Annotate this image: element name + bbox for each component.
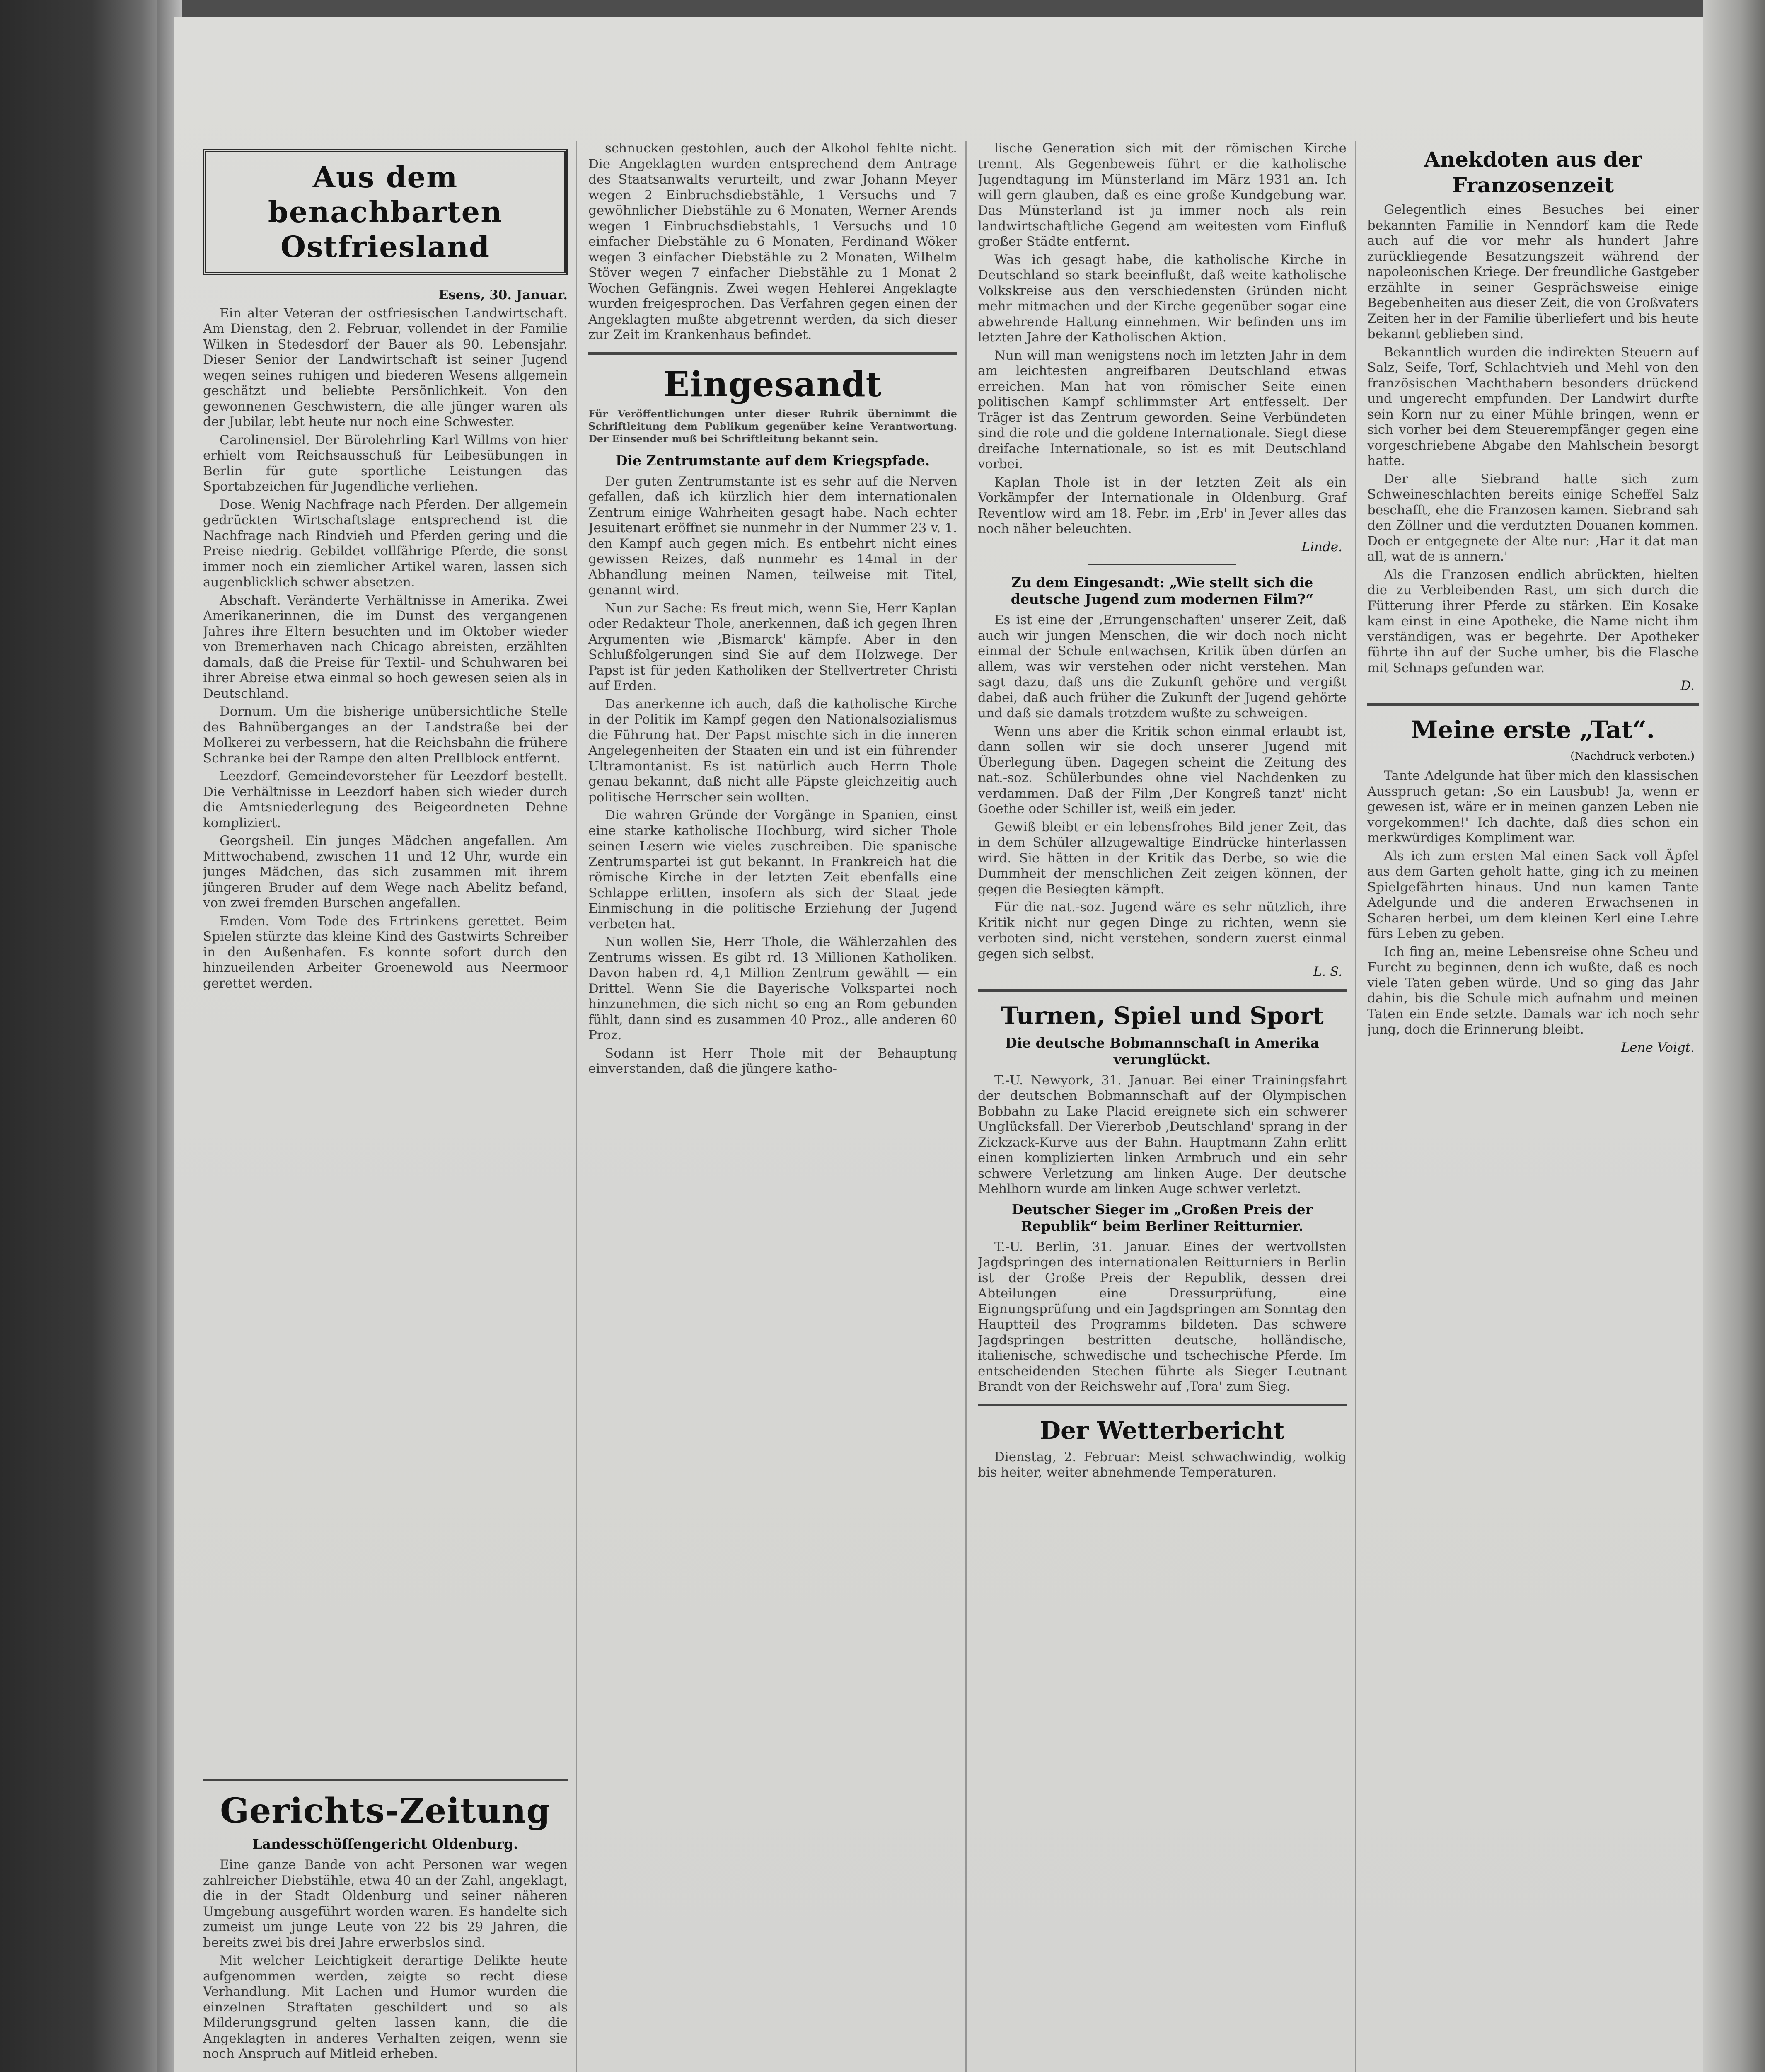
section-rule — [588, 352, 957, 355]
column-3 — [978, 141, 1347, 2072]
article-paragraph: T.-U. Newyork, 31. Januar. Bei einer Trainingsfahrt der deutschen Bobmannschaft auf der Olympischen Bobbahn zu Lake Placid ereignete sich ein schwerer Unglücksfall. Der Viererbob ‚Deutschland' sprang in der Zickzack-Kurve aus der Bahn. Hauptmann Zahn erlitt einen komplizierten linken Armbruch und ein sehr schwere Verletzung am linken Auge. Der deutsche Mehlhorn wurde am linken Auge schwer verletzt. — [978, 1072, 1347, 1196]
reprint-note: (Nachdruck verboten.) — [1570, 750, 1695, 762]
article-paragraph: Für die nat.-soz. Jugend wäre es sehr nützlich, ihre Kritik nicht nur gegen Dinge zu richten, wenn sie verboten sind, nicht verstehen, sondern zuerst einmal gegen sich selbst. — [978, 900, 1347, 961]
article-paragraph: Nun wollen Sie, Herr Thole, die Wählerzahlen des Zentrums wissen. Es gibt rd. 13 Millionen Katholiken. Davon haben rd. 4,1 Million Zentrum gewählt — ein Drittel. Wenn Sie die Bayerische Volkspartei noch hinzunehmen, die sich nicht so eng an Rom gebunden fühlt, dann sind es zusammen 40 Proz., alle anderen 60 Proz. — [588, 934, 957, 1043]
article-paragraph: schnucken gestohlen, auch der Alkohol fehlte nicht. Die Angeklagten wurden entsprechend dem Antrage des Staatsanwalts verurteilt, und zwar Johann Meyer wegen 2 Einbruchsdiebstähle, 1 Versuchs und 7 gewöhnlicher Diebstähle zu 6 Monaten, Werner Arends wegen 1 Einbruchsdiebstahls, 1 Versuchs und 10 einfacher Diebstähle zu 6 Monaten, Ferdinand Wöker wegen 3 einfacher Diebstähle zu 2 Monaten, Wilhelm Stöver wegen 7 einfacher Diebstähle zu 1 Monat 2 Wochen Gefängnis. Zwei wegen Hehlerei Angeklagte wurden freigesprochen. Das Verfahren gegen einen der Angeklagten mußte abgetrennt werden, da sich dieser zur Zeit im Krankenhaus befindet. — [588, 141, 957, 342]
section-rule — [203, 1779, 568, 1781]
story-title: Meine erste „Tat“. — [1411, 715, 1655, 744]
eingesandt-subhead: Die Zentrumstante auf dem Kriegspfade. — [615, 452, 930, 469]
article-paragraph: Eine ganze Bande von acht Personen war wegen zahlreicher Diebstähle, etwa 40 an der Zahl, angeklagt, die in der Stadt Oldenburg und seiner näheren Umgebung ausgeführt worden waren. Es handelte sich zumeist um junge Leute von 22 bis 29 Jahren, die bereits zwei bis drei Jahre erwerbslos sind. — [203, 1857, 568, 1950]
article-paragraph: Kaplan Thole ist in der letzten Zeit als ein Vorkämpfer der Internationale in Oldenburg. Graf Reventlow wird am 18. Febr. im ‚Erb' in Jever alles das noch näher beleuchten. — [978, 474, 1347, 536]
column-divider — [965, 141, 967, 2072]
column-1 — [203, 141, 568, 1886]
book-binding — [0, 0, 166, 2072]
article-paragraph: Ein alter Veteran der ostfriesischen Landwirtschaft. Am Dienstag, den 2. Februar, vollendet in der Familie Wilken in Stedesdorf der Bauer als 90. Lebensjahr. Dieser Senior der Landwirtschaft ist seiner Jugend wegen seines ruhigen und biederen Wesens allgemein geschätzt und beliebte Persönlichkeit. Von den gewonnenen Geschwistern, die alle jünger waren als der Jubilar, lebt heute nur noch eine Schwester. — [203, 305, 568, 429]
author-signature: D. — [1680, 678, 1695, 693]
sport-subhead: Die deutsche Bobmannschaft in Amerika verunglückt. — [1005, 1034, 1320, 1067]
article-paragraph: Nun zur Sache: Es freut mich, wenn Sie, Herr Kaplan oder Redakteur Thole, anerkennen, daß ich gegen Ihren Argumenten wie ‚Bismarck' kämpfe. Aber in den Schlußfolgerungen sind Sie auf dem Holzwege. Der Papst ist für jeden Katholiken der Stellvertreter Christi auf Erden. — [588, 600, 957, 693]
section-rule — [978, 1404, 1347, 1406]
article-paragraph: Georgsheil. Ein junges Mädchen angefallen. Am Mittwochabend, zwischen 11 und 12 Uhr, wurde ein junges Mädchen, das sich zusammen mit ihrem jüngeren Bruder auf dem Wege nach Abelitz befand, von zwei fremden Burschen angefallen. — [203, 833, 568, 910]
eingesandt-title: Eingesandt — [663, 364, 882, 404]
article-paragraph: Nun will man wenigstens noch im letzten Jahr in dem am leichtesten angreifbaren Deutschland etwas erreichen. Man hat von römischer Seite einen politischen Kampf schlimmster Art entfesselt. Der Träger ist das Zentrum geworden. Seine Verbündeten sind die rote und die goldene Internationale. Siegt diese dreifache Internationale, so ist es mit Deutschland vorbei. — [978, 348, 1347, 472]
section-header-ostfriesland — [203, 149, 568, 275]
article-paragraph: Ich fing an, meine Lebensreise ohne Scheu und Furcht zu beginnen, denn ich wußte, daß es noch viele Taten geben würde. Und so ging das Jahr dahin, bis die Schule mich aufnahm und meinen Taten ein Ende setzte. Damals war ich noch sehr jung, doch die Erinnerung bleibt. — [1367, 944, 1699, 1037]
article-paragraph: Sodann ist Herr Thole mit der Behauptung einverstanden, daß die jüngere katho- — [588, 1046, 957, 1076]
weather-title: Der Wetterbericht — [1040, 1416, 1285, 1445]
article-paragraph: Emden. Vom Tode des Ertrinkens gerettet. Beim Spielen stürzte das kleine Kind des Gastwirts Schreiber in den Außenhafen. Es konnte sofort durch den hinzueilenden Arbeiter Groenewold aus Neermoor gerettet werden. — [203, 913, 568, 991]
article-paragraph: Es ist eine der ‚Errungenschaften' unserer Zeit, daß auch wir jungen Menschen, die wir doch noch nicht einmal der Schule entwachsen, Kritik üben dürfen an allem, was wir verstehen oder nicht verstehen. Man sagt dazu, daß uns die Zukunft gehöre und vergißt dabei, daß auch früher die Zukunft der Jugend gehörte und daß sie damals trotzdem wußte zu schweigen. — [978, 612, 1347, 721]
column-divider — [1355, 141, 1356, 2072]
separator-rule — [1088, 564, 1236, 565]
article-paragraph: lische Generation sich mit der römischen Kirche trennt. Als Gegenbeweis führt er die katholische Jugendtagung im Münsterland im März 1931 an. Ich will gern glauben, daß es eine große Kundgebung war. Das Münsterland ist ja immer noch als rein landwirtschaftliche Gegend am weitesten vom Einfluß großer Städte entfernt. — [978, 141, 1347, 249]
article-paragraph: Was ich gesagt habe, die katholische Kirche in Deutschland so stark beeinflußt, daß weite katholische Volkskreise aus den verschiedensten Gründen nicht mehr mitmachen und der Kirche gegenüber sogar eine abwehrende Haltung einnehmen. Wir befinden uns im letzten Jahre der Katholischen Aktion. — [978, 252, 1347, 345]
court-subhead: Landesschöffengericht Oldenburg. — [252, 1836, 518, 1852]
article-paragraph: Als die Franzosen endlich abrückten, hielten die zu Verbleibenden Rast, um sich durch die Fütterung ihrer Pferde zu stärken. Ein Kosake kam einst in eine Apotheke, die Name nicht ihm verständigen, was er begehrte. Der Apotheker führte ihn auf der Suche umher, bis die Flasche mit Schnaps gefunden war. — [1367, 567, 1699, 675]
article-paragraph: Gelegentlich eines Besuches bei einer bekannten Familie in Nenndorf kam die Rede auch auf die vor mehr als hundert Jahre zurückliegende Besatzungszeit während der napoleonischen Kriege. Der freundliche Gastgeber erzählte in seiner Gesprächsweise einige Begebenheiten aus dieser Zeit, die von Großvaters Zeiten her in der Familie überliefert und bis heute bekannt geblieben sind. — [1367, 202, 1699, 341]
column-2 — [588, 141, 957, 2072]
newspaper-page — [174, 17, 1765, 2072]
article-paragraph: Bekanntlich wurden die indirekten Steuern auf Salz, Seife, Torf, Schlachtvieh und Mehl von den französischen Machthabern besonders drückend und ungerecht empfunden. Der Landwirt durfte sein Korn nur zu einer Mühle bringen, wenn er sich vorher bei dem Steuerempfänger gegen eine vorgeschriebene Abgabe den Mahlschein besorgt hatte. — [1367, 344, 1699, 468]
film-subhead: Zu dem Eingesandt: „Wie stellt sich die deutsche Jugend zum modernen Film?“ — [1011, 574, 1314, 607]
section-title: Aus dem benachbarten Ostfriesland — [268, 160, 503, 264]
section-rule — [1367, 703, 1699, 706]
author-signature: Linde. — [1301, 539, 1342, 554]
dateline: Esens, 30. Januar. — [438, 288, 568, 303]
article-paragraph: Gewiß bleibt er ein lebensfrohes Bild jener Zeit, das in dem Schüler allzugewaltige Eindrücke hinterlassen wird. Sie hätten in der Kritik das Derbe, so wie die Dummheit der menschlichen Zeit zeigen können, der gegen die Besiegten kämpft. — [978, 819, 1347, 897]
sport-section-title: Turnen, Spiel und Sport — [1001, 1001, 1324, 1030]
author-signature: Lene Voigt. — [1621, 1040, 1695, 1055]
article-paragraph: Dornum. Um die bisherige unübersichtliche Stelle des Bahnüberganges an der Landstraße bei der Molkerei zu verbessern, hat die Reichsbahn die frühere Schranke bei der Rampe den alten Prellblock entfernt. — [203, 704, 568, 766]
article-paragraph: Carolinensiel. Der Bürolehrling Karl Willms von hier erhielt vom Reichsausschuß für Leibesübungen in Berlin für gute sportliche Leistungen das Sportabzeichen für Jugendliche verliehen. — [203, 432, 568, 494]
author-signature: L. S. — [1313, 964, 1342, 979]
article-paragraph: Der guten Zentrumstante ist es sehr auf die Nerven gefallen, daß ich kürzlich hier dem internationalen Zentrum einige Wahrheiten gesagt habe. Nach echter Jesuitenart eröffnet sie nunmehr in der Nummer 23 v. 1. den Kampf auch gegen mich. Es entbehrt nicht eines gewissen Reizes, daß nunmehr es 14mal in der Abhandlung meinen Namen, teilweise mit Titel, genannt wird. — [588, 474, 957, 598]
eingesandt-disclaimer: Für Veröffentlichungen unter dieser Rubrik übernimmt die Schriftleitung dem Publikum gegenüber keine Verantwortung. Der Einsender muß bei Schriftleitung bekannt sein. — [588, 407, 957, 445]
article-paragraph: Mit welcher Leichtigkeit derartige Delikte heute aufgenommen werden, zeigte so recht diese Verhandlung. Mit Lachen und Humor wurden die einzelnen Straftaten geschildert und so als Milderungsgrund gelten lassen kann, die die Angeklagten in anderes Verhalten zeigen, wenn sie noch Anspruch auf Mitleid erheben. — [203, 1953, 568, 2061]
anekdoten-title: Anekdoten aus der Franzosenzeit — [1424, 147, 1642, 197]
column-4 — [1367, 141, 1699, 2072]
section-rule — [978, 989, 1347, 992]
article-paragraph: Abschaft. Veränderte Verhältnisse in Amerika. Zwei Amerikanerinnen, die im Dunst des vergangenen Jahres ihre Eltern besuchten und im Oktober wieder von Bremerhaven nach Chicago abreisten, erzählten damals, daß die Preise für Textil- und Schuhwaren bei ihrer Abreise etwa einmal so hoch gewesen seien als in Deutschland. — [203, 593, 568, 701]
sport-subhead: Deutscher Sieger im „Großen Preis der Republik“ beim Berliner Reitturnier. — [1012, 1201, 1313, 1234]
court-section-title: Gerichts-Zeitung — [220, 1791, 551, 1831]
article-paragraph: Als ich zum ersten Mal einen Sack voll Äpfel aus dem Garten geholt hatte, ging ich zu meinen Spielgefährten hinaus. Und nun kamen Tante Adelgunde und die anderen Erwachsenen in Scharen herbei, um dem kleinen Kerl eine Lehre fürs Leben zu geben. — [1367, 848, 1699, 941]
article-paragraph: Tante Adelgunde hat über mich den klassischen Ausspruch getan: ‚So ein Lausbub! Ja, wenn er gewesen ist, wäre er in meinen ganzen Leben nie vorgekommen!' Ich dachte, daß dies schon ein merkwürdiges Kompliment war. — [1367, 768, 1699, 845]
weather-report: Dienstag, 2. Februar: Meist schwachwindig, wolkig bis heiter, weiter abnehmende Temperaturen. — [978, 1449, 1347, 1480]
article-paragraph: Die wahren Gründe der Vorgänge in Spanien, einst eine starke katholische Hochburg, wird sicher Thole seinen Lesern wie vieles zuschreiben. Die spanische Zentrumspartei ist gut bekannt. In Frankreich hat die römische Kirche in der letzten Zeit ebenfalls eine Schlappe erlitten, insofern als sich der Staat jede Einmischung in die politische Erziehung der Jugend verbeten hat. — [588, 808, 957, 932]
article-paragraph: Das anerkenne ich auch, daß die katholische Kirche in der Politik im Kampf gegen den Nationalsozialismus die Führung hat. Der Papst mischte sich in die inneren Angelegenheiten der Staaten ein und ist ein führender Ultramontanist. Es ist natürlich auch Herrn Thole genau bekannt, daß nicht alle Päpste gleichzeitig auch politische Herrscher sein wollten. — [588, 696, 957, 805]
page-right-edge — [1703, 0, 1765, 2072]
column-1-court — [203, 1769, 568, 2072]
article-paragraph: Der alte Siebrand hatte sich zum Schweineschlachten bereits einige Scheffel Salz beschafft, ehe die Franzosen kamen. Siebrand sah den Zöllner und die verdutzten Douanen kommen. Doch er entgegnete der Alte nur: ‚Har it dat man all, wat de is annern.' — [1367, 471, 1699, 564]
article-paragraph: Dose. Wenig Nachfrage nach Pferden. Der allgemein gedrückten Wirtschaftslage entsprechend ist die Nachfrage nach Rindvieh und Pferden gering und die Preise niedrig. Gebildet vollfährige Pferde, die sonst immer noch ein ziemlicher Artikel waren, lassen sich augenblicklich schwer absetzen. — [203, 497, 568, 590]
article-paragraph: Wenn uns aber die Kritik schon einmal erlaubt ist, dann sollen wir sie doch unserer Jugend mit Überlegung üben. Dagegen scheint die Zeitung des nat.-soz. Schülerbundes ohne viel Nachdenken zu verdammen. Daß der Film ‚Der Kongreß tanzt' nicht Goethe oder Schiller ist, weiß ein jeder. — [978, 724, 1347, 816]
column-divider — [576, 141, 577, 2072]
article-paragraph: Leezdorf. Gemeindevorsteher für Leezdorf bestellt. Die Verhältnisse in Leezdorf haben sich wieder durch die Amtsniederlegung des Beigeordneten Dehne kompliziert. — [203, 769, 568, 830]
article-paragraph: T.-U. Berlin, 31. Januar. Eines der wertvollsten Jagdspringen des internationalen Reitturniers in Berlin ist der Große Preis der Republik, dessen drei Abteilungen eine Dressurprüfung, eine Eignungsprüfung und ein Jagdspringen am Sonntag den Hauptteil des Programms bildeten. Das schwere Jagdspringen bestritten deutsche, holländische, italienische, schwedische und tschechische Pferde. Im entscheidenden Stechen führte als Sieger Leutnant Brandt von der Reichswehr auf ‚Tora' zum Sieg. — [978, 1239, 1347, 1394]
